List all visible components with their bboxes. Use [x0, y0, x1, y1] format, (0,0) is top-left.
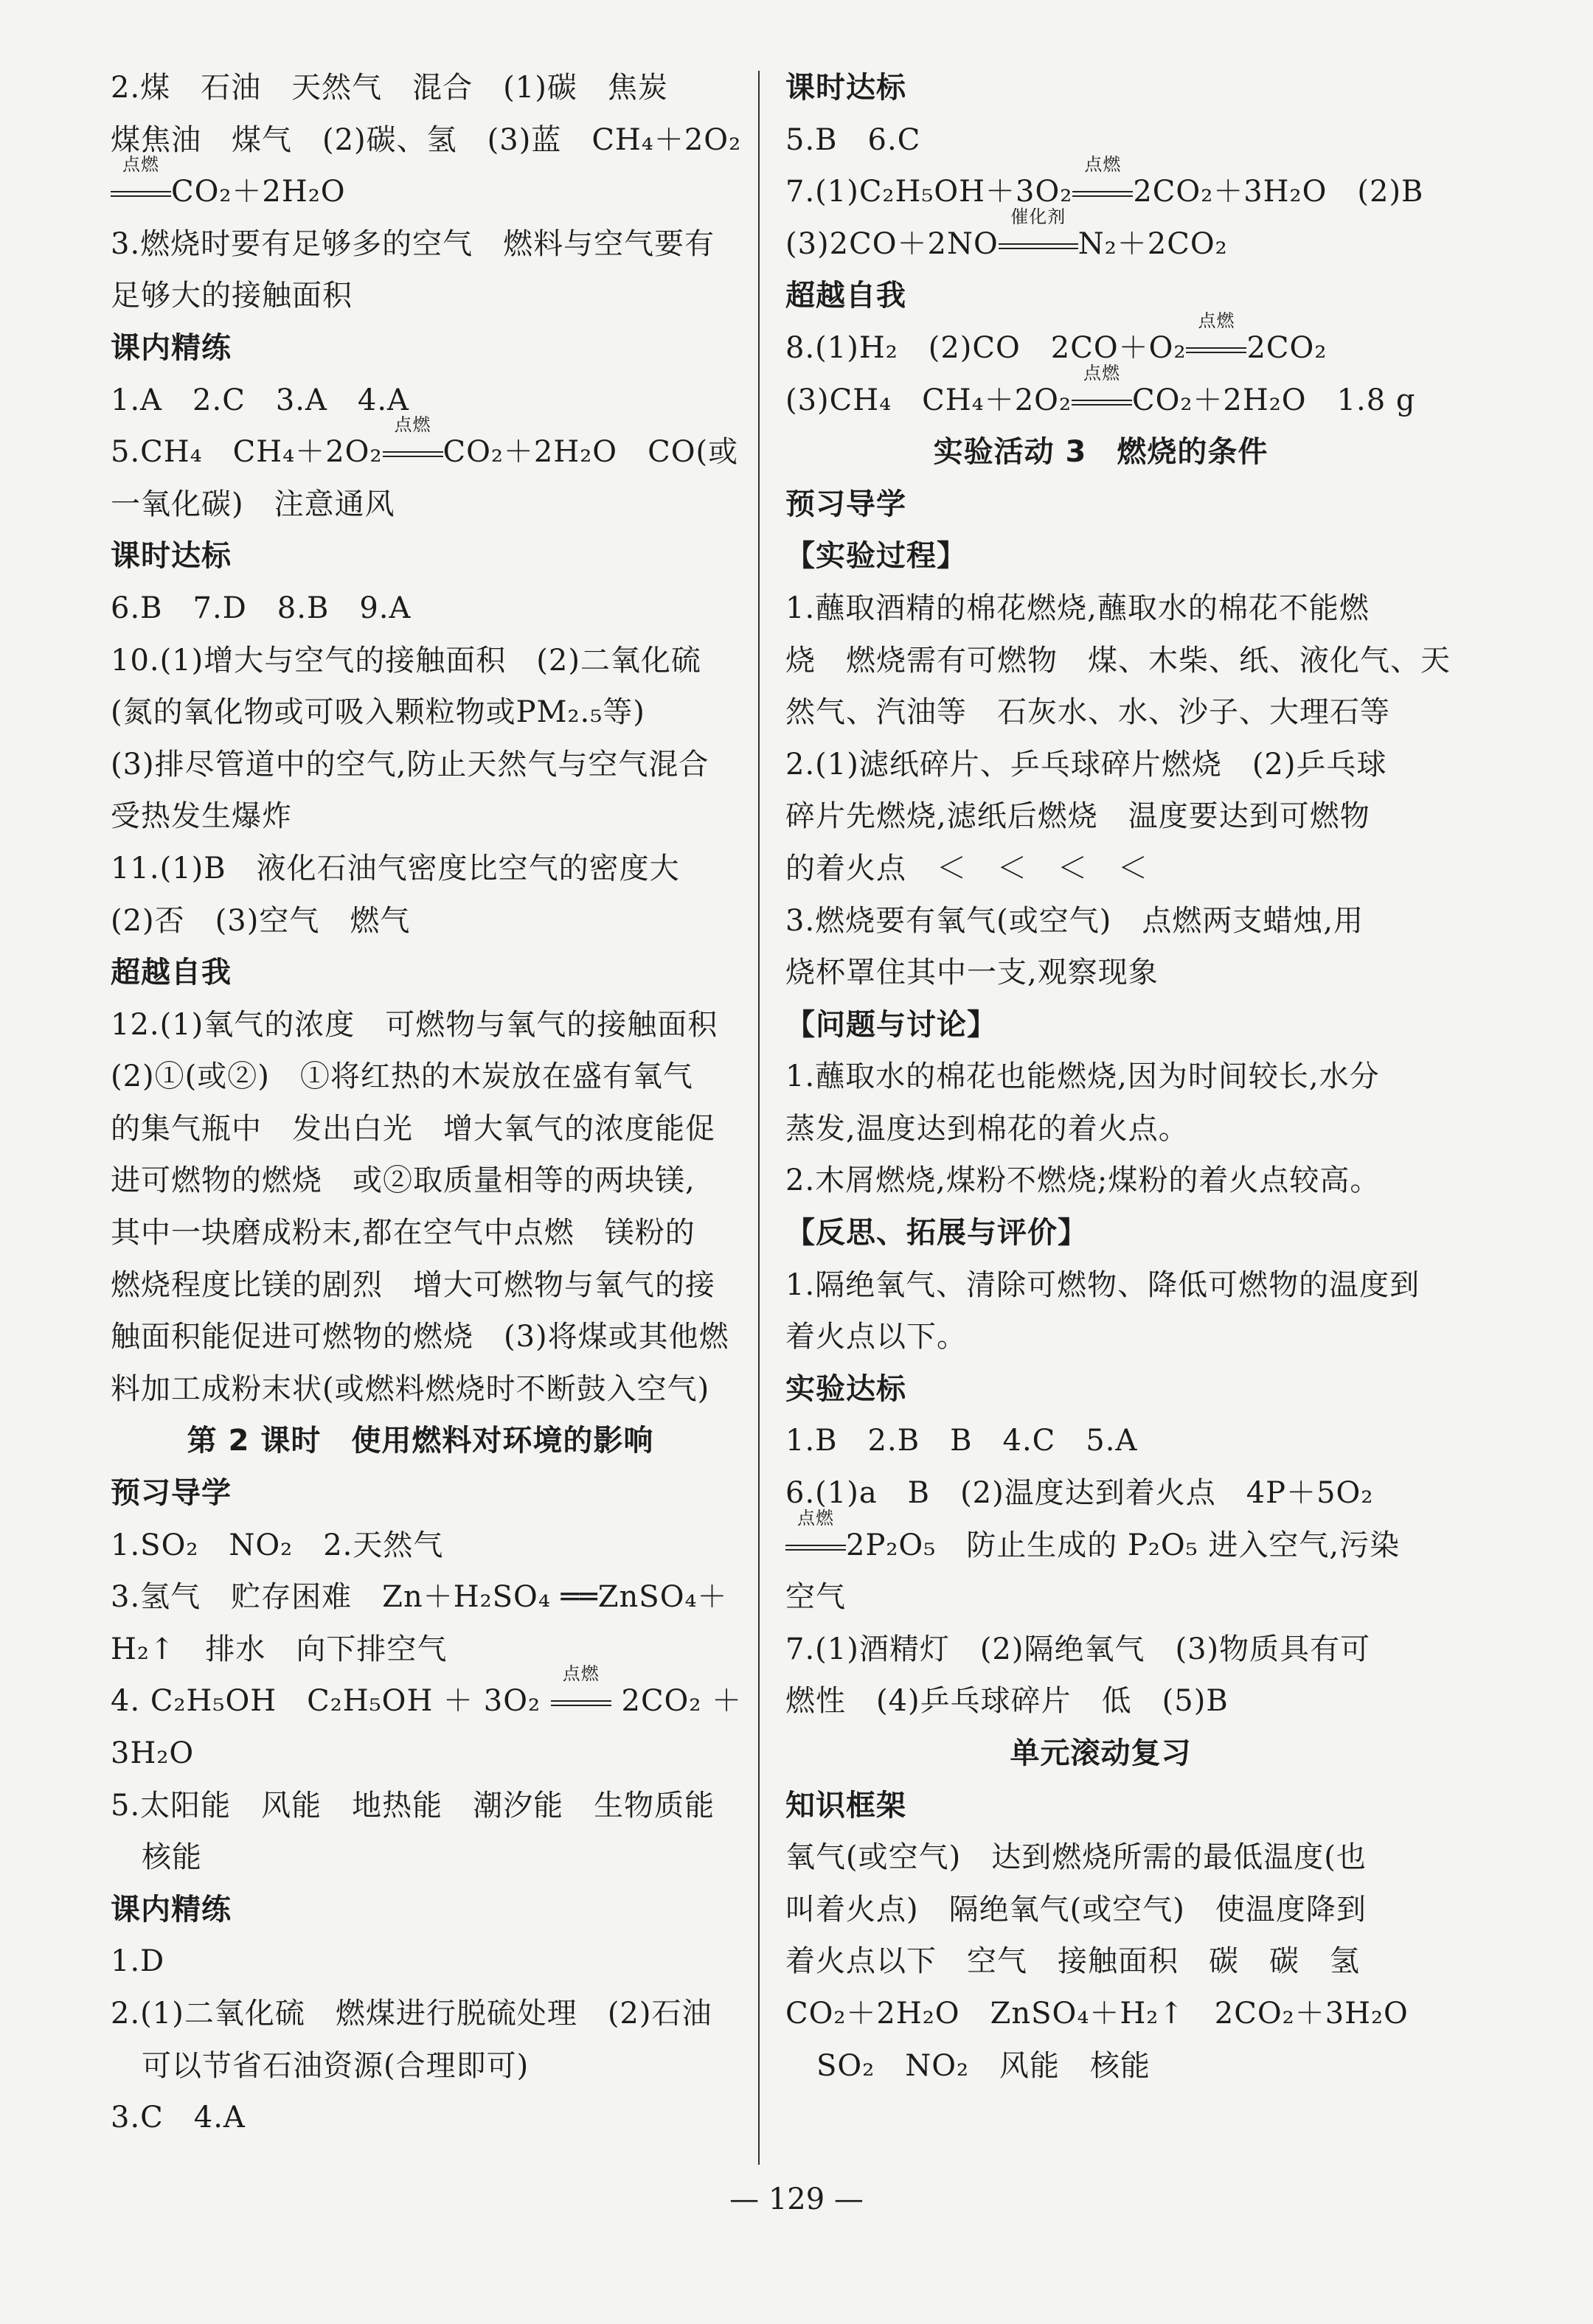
section-heading: 知识框架	[785, 1788, 906, 1823]
answer-line: 烧 燃烧需有可燃物 煤、木柴、纸、液化气、天	[785, 643, 1451, 678]
answer-line: 燃烧程度比镁的剧烈 增大可燃物与氧气的接	[111, 1267, 715, 1302]
answer-line: 5.太阳能 风能 地热能 潮汐能 生物质能	[111, 1788, 715, 1823]
equation-line	[785, 154, 1424, 218]
answer-line: 核能	[142, 1840, 202, 1875]
answer-line: 氧气(或空气) 达到燃烧所需的最低温度(也	[785, 1840, 1367, 1875]
answer-line: 蒸发,温度达到棉花的着火点。	[785, 1111, 1189, 1146]
section-heading: 实验达标	[785, 1371, 906, 1406]
equation-line	[111, 414, 739, 479]
equation-line	[785, 1507, 1416, 1572]
answer-line: 空气	[785, 1580, 846, 1615]
equation-left: 8.(1)H₂ (2)CO 2CO＋O₂	[785, 330, 1187, 365]
answer-line: 5.B 6.C	[785, 122, 921, 157]
answer-line: 可以节省石油资源(合理即可)	[142, 2048, 530, 2083]
answer-line: 2.(1)二氧化硫 燃煤进行脱硫处理 (2)石油	[111, 1996, 712, 2031]
reaction-condition: 点燃	[1198, 310, 1235, 331]
answer-line: 7.(1)酒精灯 (2)隔绝氧气 (3)物质具有可	[785, 1632, 1371, 1666]
answer-line: 3.氢气 贮存困难 Zn＋H₂SO₄ ══ZnSO₄＋	[111, 1580, 728, 1615]
equation-left: 5.CH₄ CH₄＋2O₂	[111, 435, 383, 470]
right-column	[785, 62, 1451, 2092]
equation-left: (3)2CO＋2NO	[785, 226, 999, 261]
reaction-condition-sign	[785, 1507, 846, 1572]
answer-line: 烧杯罩住其中一支,观察现象	[785, 956, 1159, 990]
reaction-condition: 催化剂	[1010, 206, 1066, 227]
answer-line: 2.(1)滤纸碎片、乒乓球碎片燃烧 (2)乒乓球	[785, 747, 1387, 782]
equation-line	[785, 206, 1416, 271]
equation-right: 2CO₂ ＋	[611, 1684, 743, 1719]
answer-line: 1.B 2.B B 4.C 5.A	[785, 1424, 1138, 1458]
equation-right: 2CO₂＋3H₂O (2)B	[1133, 175, 1424, 209]
answer-line: 11.(1)B 液化石油气密度比空气的密度大	[111, 851, 680, 886]
answer-line: 3.燃烧时要有足够多的空气 燃料与空气要有	[111, 226, 715, 261]
reaction-condition: 点燃	[122, 154, 159, 175]
answer-line: 1.A 2.C 3.A 4.A	[111, 383, 409, 417]
answer-line: SO₂ NO₂ 风能 核能	[816, 2048, 1151, 2083]
equation-line	[785, 362, 1416, 427]
answer-line: 然气、汽油等 石灰水、水、沙子、大理石等	[785, 695, 1390, 730]
reaction-condition-sign	[551, 1663, 611, 1728]
equation-right: 2P₂O₅ 防止生成的 P₂O₅ 进入空气,污染	[846, 1528, 1401, 1562]
equation-left: 4. C₂H₅OH C₂H₅OH ＋ 3O₂	[111, 1684, 551, 1719]
section-heading: 预习导学	[785, 487, 906, 521]
answer-line: 3H₂O	[111, 1736, 195, 1770]
reaction-condition: 点燃	[1084, 154, 1122, 175]
equation-left: 7.(1)C₂H₅OH＋3O₂	[785, 175, 1073, 209]
answer-line: 3.C 4.A	[111, 2101, 246, 2135]
answer-line: 料加工成粉末状(或燃料燃烧时不断鼓入空气)	[111, 1371, 710, 1406]
section-heading: 课时达标	[785, 71, 906, 105]
reaction-condition: 点燃	[394, 414, 431, 436]
answer-line: 1.蘸取水的棉花也能燃烧,因为时间较长,水分	[785, 1060, 1380, 1094]
answer-line: 着火点以下。	[785, 1320, 967, 1354]
reaction-condition-sign	[1186, 310, 1246, 375]
reaction-condition-sign	[111, 154, 171, 218]
section-heading: 预习导学	[111, 1476, 232, 1511]
answer-line: 碎片先燃烧,滤纸后燃烧 温度要达到可燃物	[785, 799, 1370, 834]
equation-right: N₂＋2CO₂	[1077, 226, 1228, 261]
reaction-condition-sign	[383, 414, 443, 479]
answer-line: 6.(1)a B (2)温度达到着火点 4P＋5O₂	[785, 1476, 1374, 1511]
reaction-condition: 点燃	[797, 1507, 834, 1528]
column-divider	[758, 71, 760, 2165]
equation-right: CO₂＋2H₂O	[171, 175, 346, 209]
answer-line: 叫着火点) 隔绝氧气(或空气) 使温度降到	[785, 1892, 1367, 1927]
section-heading: 【实验过程】	[785, 539, 967, 574]
reaction-condition-sign	[999, 206, 1078, 271]
equation-line	[111, 1663, 743, 1728]
answer-line: CO₂＋2H₂O ZnSO₄＋H₂↑ 2CO₂＋3H₂O	[785, 1996, 1409, 2031]
lesson-title: 单元滚动复习	[1010, 1736, 1192, 1770]
answer-line: H₂↑ 排水 向下排空气	[111, 1632, 448, 1666]
section-heading: 【反思、拓展与评价】	[785, 1216, 1088, 1250]
answer-line: 2.煤 石油 天然气 混合 (1)碳 焦炭	[111, 71, 668, 105]
answer-line: 2.木屑燃烧,煤粉不燃烧;煤粉的着火点较高。	[785, 1163, 1381, 1198]
answer-line: 燃性 (4)乒乓球碎片 低 (5)B	[785, 1684, 1229, 1719]
section-heading: 课时达标	[111, 539, 232, 574]
answer-line: 1.隔绝氧气、清除可燃物、降低可燃物的温度到	[785, 1267, 1420, 1302]
answer-line: 煤焦油 煤气 (2)碳、氢 (3)蓝 CH₄＋2O₂	[111, 122, 742, 157]
answer-line: 足够大的接触面积	[111, 279, 353, 313]
answer-line: 着火点以下 空气 接触面积 碳 碳 氢	[785, 1944, 1360, 1979]
equation-right: 2CO₂	[1246, 330, 1328, 365]
section-heading: 【问题与讨论】	[785, 1007, 997, 1042]
lesson-title: 实验活动 3 燃烧的条件	[933, 435, 1268, 470]
answer-line: 一氧化碳) 注意通风	[111, 487, 395, 521]
answer-line: (2)①(或②) ①将红热的木炭放在盛有氧气	[111, 1060, 693, 1094]
section-heading: 课内精练	[111, 330, 232, 365]
answer-line: 其中一块磨成粉末,都在空气中点燃 镁粉的	[111, 1216, 695, 1250]
equation-left: (3)CH₄ CH₄＋2O₂	[785, 383, 1072, 417]
left-column	[111, 62, 743, 2144]
answer-line: 3.燃烧要有氧气(或空气) 点燃两支蜡烛,用	[785, 903, 1364, 938]
answer-line: 触面积能促进可燃物的燃烧 (3)将煤或其他燃	[111, 1320, 729, 1354]
reaction-condition-sign	[1072, 362, 1132, 427]
answer-line: 进可燃物的燃烧 或②取质量相等的两块镁,	[111, 1163, 695, 1198]
answer-line: 1.SO₂ NO₂ 2.天然气	[111, 1528, 444, 1562]
answer-line: 的着火点 ＜ ＜ ＜ ＜	[785, 851, 1148, 886]
answer-line: 10.(1)增大与空气的接触面积 (2)二氧化硫	[111, 643, 701, 678]
answer-line: 12.(1)氧气的浓度 可燃物与氧气的接触面积	[111, 1007, 718, 1042]
answer-line: 1.蘸取酒精的棉花燃烧,蘸取水的棉花不能燃	[785, 591, 1370, 625]
section-heading: 课内精练	[111, 1892, 232, 1927]
section-heading: 超越自我	[785, 279, 906, 313]
equation-right: CO₂＋2H₂O 1.8 g	[1131, 383, 1416, 417]
equation-line	[111, 154, 730, 218]
answer-line: 的集气瓶中 发出白光 增大氧气的浓度能促	[111, 1111, 715, 1146]
answer-line: (3)排尽管道中的空气,防止天然气与空气混合	[111, 747, 709, 782]
reaction-condition-sign	[1072, 154, 1133, 218]
answer-line: 6.B 7.D 8.B 9.A	[111, 591, 412, 625]
reaction-condition: 点燃	[562, 1663, 600, 1685]
answer-line: (氮的氧化物或可吸入颗粒物或PM₂.₅等)	[111, 695, 645, 730]
answer-line: (2)否 (3)空气 燃气	[111, 903, 411, 938]
section-heading: 超越自我	[111, 956, 232, 990]
answer-line: 受热发生爆炸	[111, 799, 292, 834]
equation-right: CO₂＋2H₂O CO(或	[442, 435, 739, 470]
lesson-title: 第 2 课时 使用燃料对环境的影响	[187, 1424, 654, 1458]
page-number: — 129 —	[729, 2182, 864, 2216]
reaction-condition: 点燃	[1083, 362, 1120, 383]
answer-line: 1.D	[111, 1944, 165, 1979]
